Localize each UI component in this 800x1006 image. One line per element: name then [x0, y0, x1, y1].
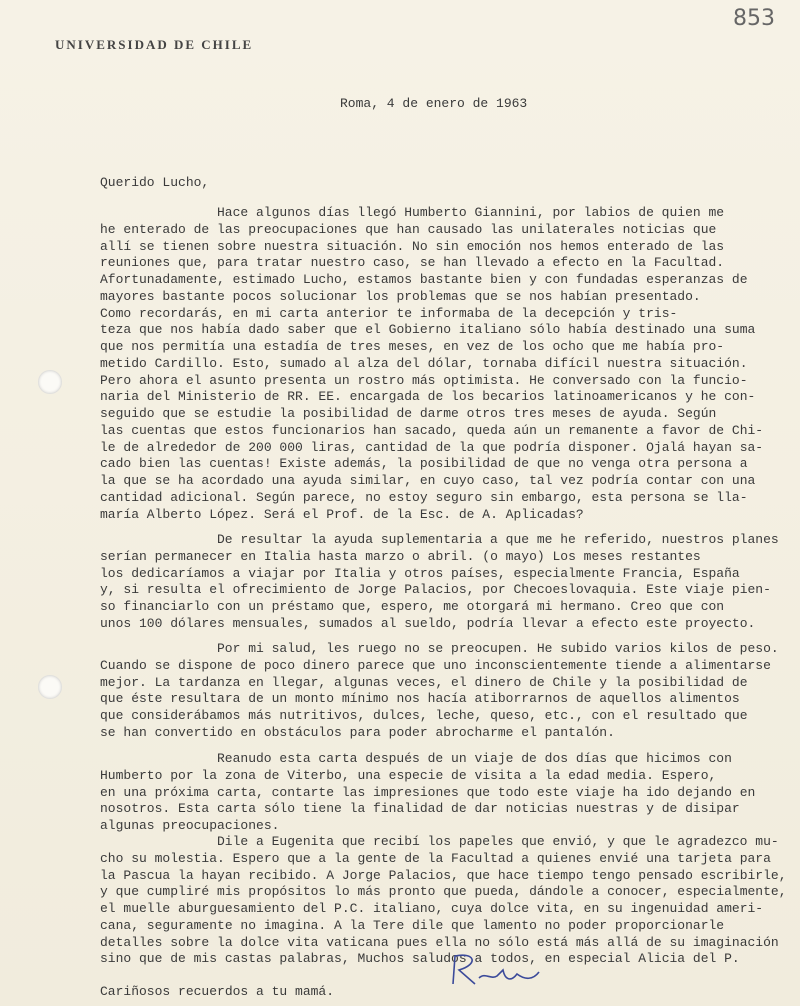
- text-line: cantidad adicional. Según parece, no estoy seguro sin embargo, esta persona se lla-: [100, 489, 748, 505]
- text-line: que éste resultara de un monto mínimo nos hacía atiborrarnos de aquellos alimentos: [100, 691, 740, 707]
- text-line: he enterado de las preocupaciones que han causado las unilaterales noticias que: [100, 221, 717, 237]
- text-line: Humberto por la zona de Viterbo, una especie de visita a la edad media. Espero,: [100, 767, 717, 783]
- text-line: que nos permitía una estadía de tres meses, en vez de los ocho que me había pro-: [100, 339, 725, 354]
- text-line: cho su molestia. Espero que a la gente de la Facultad a quienes envié una tarjeta para: [100, 850, 771, 866]
- folio-number: 853: [733, 6, 775, 31]
- text-line: so financiarlo con un préstamo que, espero, me otorgará mi hermano. Creo que con: [100, 599, 725, 614]
- text-line: seguido que se estudie la posibilidad de darme otros tres meses de ayuda. Según: [100, 406, 717, 421]
- letterhead: UNIVERSIDAD DE CHILE: [55, 37, 254, 52]
- text-line: nosotros. Esta carta sólo tiene la finalidad de dar noticias nuestras y de disipar: [100, 801, 740, 817]
- text-line: las cuentas que estos funcionarios han sacado, queda aún un remanente a favor de Chi-: [100, 422, 764, 438]
- text-line: la Pascua la hayan recibido. A Jorge Palacios, que hace tiempo tengo pensado escribirle,: [100, 867, 787, 883]
- text-line: los dedicaríamos a viajar por Italia y otros países, especialmente Francia, España: [100, 565, 740, 581]
- text-line: naria del Ministerio de RR. EE. encargada de los becarios latinoamericanos y he con-: [100, 389, 756, 405]
- text-line: y, si resulta el ofrecimiento de Jorge Palacios, por Checoeslovaquia. Este viaje pien-: [100, 582, 771, 598]
- text-line: cana, seguramente no imagina. A la Tere dile que lamento no poder proporcionarle: [100, 917, 725, 933]
- text-line: algunas preocupaciones.: [100, 818, 280, 833]
- paragraph: [100, 751, 790, 835]
- text-line: sino que de mis castas palabras, Muchos saludos a todos, en especial Alicia del P.: [100, 951, 740, 967]
- paragraph: [100, 532, 790, 633]
- text-line: teza que nos había dado saber que el Gobierno italiano sólo había destinado una suma: [100, 322, 756, 338]
- text-line: metido Cardillo. Esto, sumado al alza del dólar, tornaba difícil nuestra situación.: [100, 355, 748, 371]
- salutation: Querido Lucho,: [100, 175, 210, 190]
- text-line: le de alrededor de 200 000 liras, cantidad de la que podría disponer. Ojalá hayan sa-: [100, 439, 764, 455]
- text-line: Hace algunos días llegó Humberto Giannini, por labios de quien me: [217, 205, 725, 220]
- text-line: detalles sobre la dolce vita vaticana pues ella no sólo está más allá de su imaginación: [100, 934, 779, 950]
- paragraph: [100, 205, 790, 523]
- text-line: Cuando se dispone de poco dinero parece que uno inconscientemente tiende a alimentarse: [100, 657, 771, 673]
- handwritten-signature: [445, 950, 545, 995]
- punch-hole: [38, 370, 62, 394]
- text-line: y que cumpliré mis propósitos lo más pronto que pueda, dándole a conocer, especialmente,: [100, 884, 787, 900]
- text-line: que considerábamos más nutritivos, dulces, leche, queso, etc., con el resultado que: [100, 708, 748, 723]
- text-line: Por mi salud, les ruego no se preocupen. He subido varios kilos de peso.: [217, 641, 779, 656]
- text-line: en una próxima carta, contarte las impresiones que todo este viaje ha ido dejando en: [100, 784, 756, 800]
- text-line: Dile a Eugenita que recibí los papeles que envió, y que le agradezco mu-: [217, 834, 779, 849]
- text-line: Como recordarás, en mi carta anterior te informaba de la decepción y tris-: [100, 305, 678, 321]
- text-line: serían permanecer en Italia hasta marzo o abril. (o mayo) Los meses restantes: [100, 548, 701, 564]
- text-line: unos 100 dólares mensuales, sumados al sueldo, podría llevar a efecto este proyecto.: [100, 615, 756, 631]
- closing-line: Cariñosos recuerdos a tu mamá.: [100, 984, 335, 999]
- text-line: reuniones que, para tratar nuestro caso, se han llevado a efecto en la Facultad.: [100, 255, 725, 271]
- letter-date: Roma, 4 de enero de 1963: [340, 96, 528, 111]
- text-line: Reanudo esta carta después de un viaje de dos días que hicimos con: [217, 751, 732, 766]
- text-line: De resultar la ayuda suplementaria a que me he referido, nuestros planes: [217, 532, 779, 547]
- text-line: Afortunadamente, estimado Lucho, estamos bastante bien y con fundadas esperanzas de: [100, 272, 748, 287]
- text-line: el muelle aburguesamiento del P.C. italiano, cuya dolce vita, en su ingenuidad ameri-: [100, 901, 764, 916]
- text-line: se han convertido en obstáculos para poder abrocharme el pantalón.: [100, 724, 615, 740]
- text-line: mayores bastante pocos solucionar los problemas que se nos habían presentado.: [100, 288, 701, 304]
- text-line: mejor. La tardanza en llegar, algunas veces, el dinero de Chile y la posibilidad de: [100, 674, 748, 690]
- text-line: cado bien las cuentas! Existe además, la posibilidad de que no venga otra persona a: [100, 456, 748, 472]
- text-line: Pero ahora el asunto presenta un rostro más optimista. He conversado con la funcio-: [100, 372, 748, 388]
- punch-hole: [38, 675, 62, 699]
- text-line: la que se ha acordado una ayuda similar, en cuyo caso, tal vez podría contar con una: [100, 473, 756, 488]
- text-line: allí se tienen sobre nuestra situación. No sin emoción nos hemos enterado de las: [100, 238, 725, 254]
- paragraph: [100, 834, 790, 968]
- text-line: maría Alberto López. Será el Prof. de la Esc. de A. Aplicadas?: [100, 506, 584, 522]
- paragraph: [100, 641, 790, 742]
